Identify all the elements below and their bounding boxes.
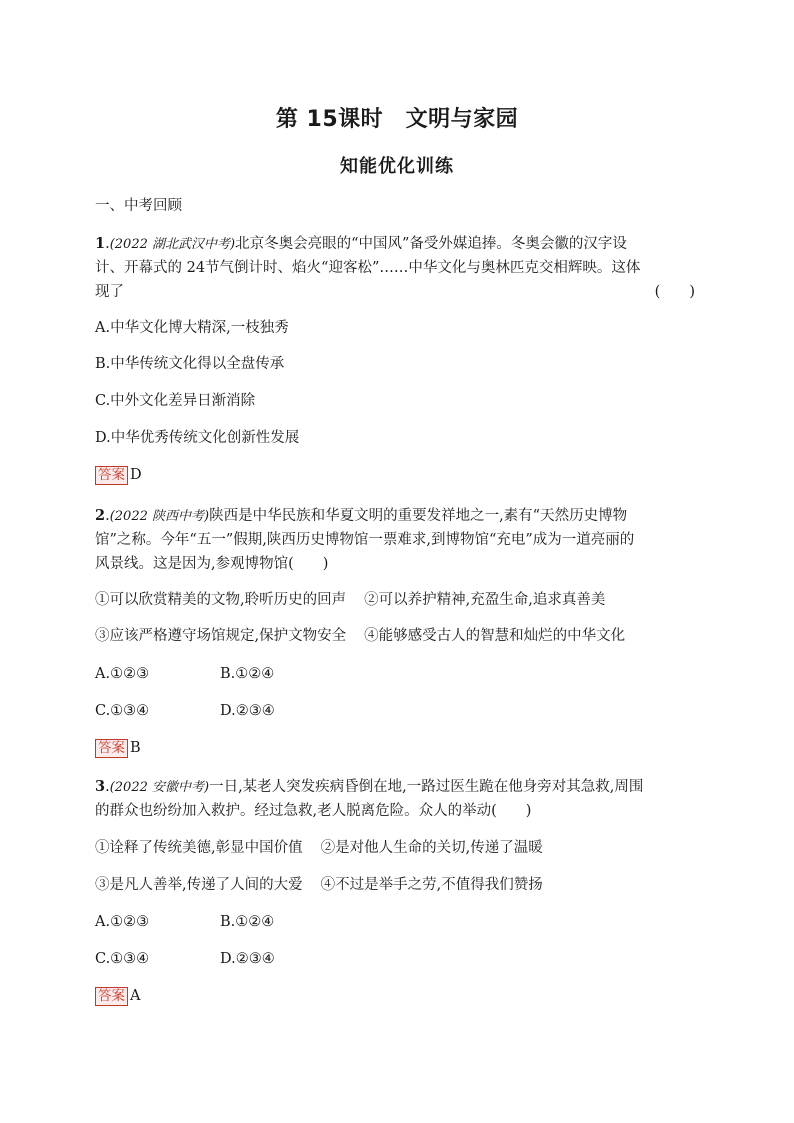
- answer-row: [95, 986, 705, 1006]
- option-d: D.②③④: [220, 951, 275, 967]
- question-2-line-1: 2.(2022 陕西中考)陕西是中华民族和华夏文明的重要发祥地之一,素有“天然历史博物: [95, 507, 628, 524]
- options-row-1: [95, 912, 705, 932]
- statement-row-1: [95, 838, 705, 858]
- question-source: (2022 湖北武汉中考): [109, 237, 236, 252]
- option-c: C.①③④: [95, 703, 150, 719]
- question-source: (2022 陕西中考): [109, 509, 210, 524]
- option-a: A.中华文化博大精深,一枝独秀: [95, 320, 289, 336]
- question-number: 3: [95, 778, 106, 795]
- options-row-1: [95, 664, 705, 684]
- option-a: A.①②③: [95, 666, 150, 682]
- answer-tag: 答案: [95, 987, 128, 1006]
- statement: ④不过是举手之劳,不值得我们赞扬: [320, 877, 543, 893]
- question-3-line-2: 的群众也纷纷加入救护。经过急救,老人脱离危险。众人的举动( ): [95, 803, 532, 819]
- option-d: D.②③④: [220, 703, 275, 719]
- question-2-line-3: 风景线。这是因为,参观博物馆( ): [95, 556, 329, 572]
- answer-row: [95, 465, 705, 485]
- statement: ②可以养护精神,充盈生命,追求真善美: [364, 592, 606, 608]
- answer-value: D: [130, 467, 142, 483]
- option-d: D.中华优秀传统文化创新性发展: [95, 430, 300, 446]
- page-subtitle: 知能优化训练: [340, 156, 454, 177]
- answer-blank: ( ): [654, 284, 695, 300]
- answer-value: B: [130, 740, 141, 756]
- answer-tag: 答案: [95, 466, 128, 485]
- question-source: (2022 安徽中考): [109, 780, 210, 795]
- option-a: A.①②③: [95, 914, 150, 930]
- answer-value: A: [130, 988, 141, 1004]
- question-text: 陕西是中华民族和华夏文明的重要发祥地之一,素有“天然历史博物: [209, 508, 628, 524]
- answer-row: [95, 738, 705, 758]
- statement: ②是对他人生命的关切,传递了温暖: [320, 840, 543, 856]
- question-3-line-1: 3.(2022 安徽中考)一日,某老人突发疾病昏倒在地,一路过医生跪在他身旁对其急救,周围: [95, 778, 644, 795]
- question-text: 一日,某老人突发疾病昏倒在地,一路过医生跪在他身旁对其急救,周围: [209, 779, 644, 795]
- statement-row-2: [95, 626, 705, 646]
- question-2-line-2: 馆”之称。今年“五一”假期,陕西历史博物馆一票难求,到博物馆“充电”成为一道亮丽的: [95, 532, 635, 548]
- question-text: 北京冬奥会亮眼的“中国风”备受外媒追捧。冬奥会徽的汉字设: [235, 236, 627, 252]
- option-c: C.中外文化差异日渐消除: [95, 393, 256, 409]
- option-b: B.①②④: [220, 666, 275, 682]
- statement: ③应该严格遵守场馆规定,保护文物安全: [95, 628, 347, 644]
- question-1-line-3: [95, 282, 705, 302]
- question-1-line-1: 1.(2022 湖北武汉中考)北京冬奥会亮眼的“中国风”备受外媒追捧。冬奥会徽的汉字设: [95, 235, 627, 252]
- options-row-2: [95, 949, 705, 969]
- statement: ①诠释了传统美德,彰显中国价值: [95, 840, 303, 856]
- question-1-line-2: 计、开幕式的 24节气倒计时、焰火“迎客松”……中华文化与奥林匹克交相辉映。这体: [95, 260, 641, 276]
- statement: ①可以欣赏精美的文物,聆听历史的回声: [95, 592, 347, 608]
- answer-tag: 答案: [95, 739, 128, 758]
- question-number: 1: [95, 235, 106, 252]
- options-row-2: [95, 701, 705, 721]
- option-c: C.①③④: [95, 951, 150, 967]
- page-title: 第 15课时 文明与家园: [275, 107, 519, 132]
- section-heading: 一、中考回顾: [95, 198, 182, 214]
- question-text: 现了: [95, 284, 124, 300]
- option-b: B.中华传统文化得以全盘传承: [95, 356, 285, 372]
- statement-row-2: [95, 875, 705, 895]
- option-b: B.①②④: [220, 914, 275, 930]
- statement: ④能够感受古人的智慧和灿烂的中华文化: [364, 628, 626, 644]
- statement-row-1: [95, 590, 705, 610]
- statement: ③是凡人善举,传递了人间的大爱: [95, 877, 303, 893]
- question-number: 2: [95, 507, 106, 524]
